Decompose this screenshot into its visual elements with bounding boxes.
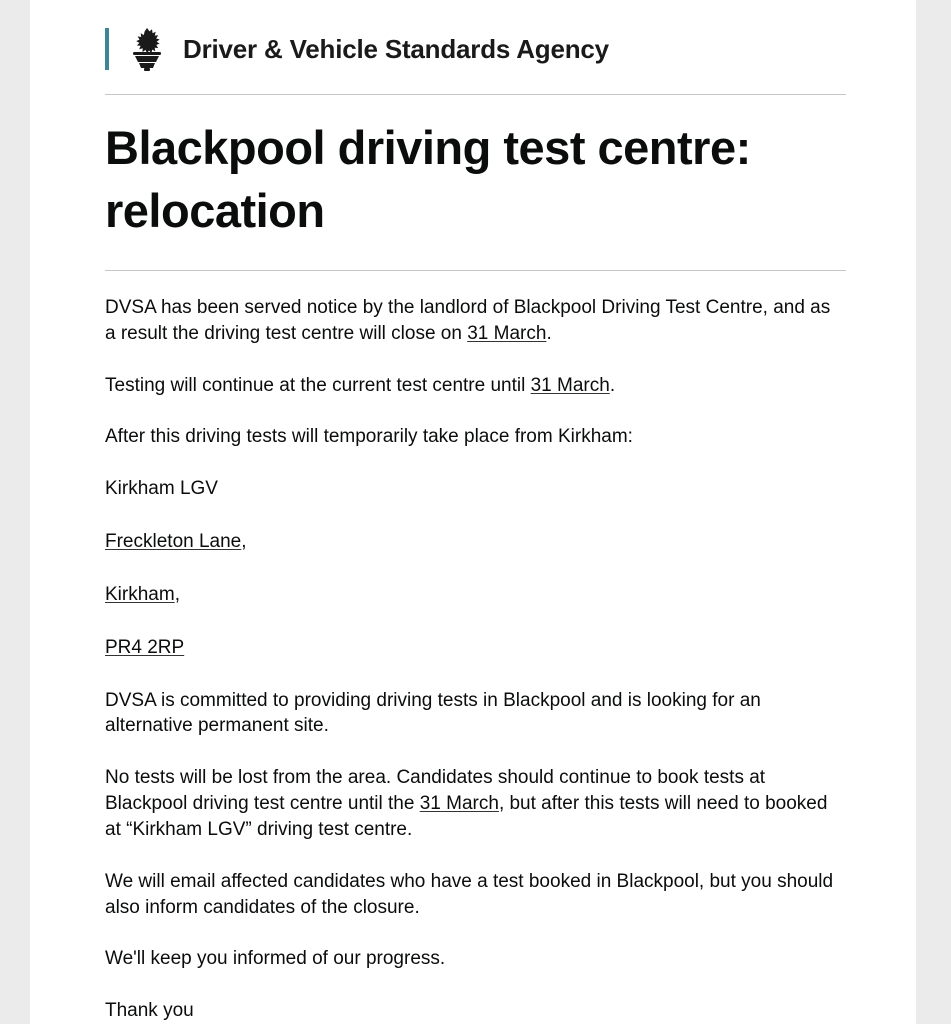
paragraph-text: , but after this tests will need to booked at “Kirkham LGV” driving test centre. <box>105 793 828 840</box>
spellcheck-marked-text: 31 March <box>530 374 610 396</box>
body-paragraph <box>105 529 846 555</box>
paragraph-text: After this driving tests will temporarily take place from Kirkham: <box>105 426 633 448</box>
document-page <box>30 0 916 1024</box>
spellcheck-marked-text: 31 March <box>419 793 499 815</box>
spellcheck-marked-text: 31 March <box>467 322 547 344</box>
body-paragraph <box>105 688 846 740</box>
document-body <box>105 271 846 1024</box>
paragraph-text: . <box>546 322 552 344</box>
paragraph-text: DVSA is committed to providing driving tests in Blackpool and is looking for an alternative permanent site. <box>105 689 761 737</box>
body-paragraph <box>105 869 846 921</box>
organisation-name: Driver & Vehicle Standards Agency <box>183 33 609 64</box>
spellcheck-marked-text: Freckleton Lane <box>105 531 242 553</box>
page-title: Blackpool driving test centre: relocation <box>105 121 751 237</box>
paragraph-text: Thank you <box>105 1000 194 1022</box>
body-paragraph <box>105 635 846 661</box>
paragraph-text: , <box>174 583 180 605</box>
body-paragraph <box>105 998 846 1024</box>
masthead-divider <box>105 94 846 95</box>
body-paragraph <box>105 424 846 450</box>
paragraph-text: Testing will continue at the current test centre until <box>105 374 531 396</box>
paragraph-text: . <box>609 374 616 396</box>
masthead <box>30 0 916 94</box>
paragraph-text: , <box>241 531 247 553</box>
body-paragraph <box>105 476 846 502</box>
paragraph-text: No tests will be lost from the area. Candidates should continue to book tests at Blackpool driving test centre until the <box>105 767 766 815</box>
body-paragraph <box>105 765 846 842</box>
paragraph-text: We will email affected candidates who have a test booked in Blackpool, but you should also inform candidates of the closure. <box>105 870 834 918</box>
body-paragraph <box>105 946 846 972</box>
paragraph-text: We'll keep you informed of our progress. <box>105 948 446 970</box>
body-paragraph <box>105 582 846 608</box>
paragraph-text: Kirkham LGV <box>105 478 218 500</box>
spellcheck-marked-text: PR4 2RP <box>105 636 185 658</box>
royal-crest-icon <box>125 26 169 72</box>
masthead-accent-bar <box>105 28 109 70</box>
spellcheck-marked-text: Kirkham <box>105 583 175 605</box>
body-paragraph <box>105 373 846 399</box>
paragraph-text: DVSA has been served notice by the landlord of Blackpool Driving Test Centre, and as a result the driving test centre will close on <box>105 297 831 344</box>
body-paragraph <box>105 295 846 347</box>
